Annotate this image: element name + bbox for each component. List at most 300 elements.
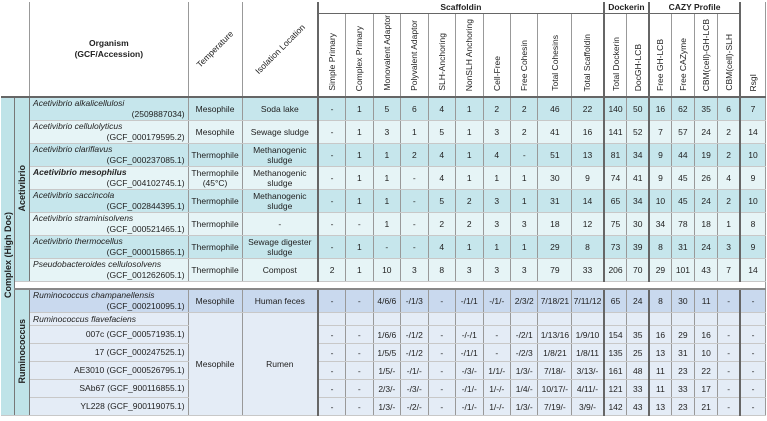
value-cell: 65 bbox=[604, 190, 627, 213]
value-cell: 1/9/10 bbox=[572, 326, 604, 344]
value-cell: - bbox=[318, 344, 345, 362]
value-cell: - bbox=[318, 398, 345, 416]
organism-cell bbox=[30, 289, 189, 313]
value-cell: 2/3/- bbox=[373, 380, 400, 398]
value-cell: 140 bbox=[604, 97, 627, 121]
value-cell: -/1/- bbox=[456, 398, 483, 416]
value-cell: - bbox=[346, 362, 373, 380]
organism-cell bbox=[30, 167, 189, 190]
organism-cell bbox=[30, 236, 189, 259]
value-cell: -/1/- bbox=[401, 362, 428, 380]
value-cell: 19 bbox=[695, 144, 718, 167]
empty-cell bbox=[649, 313, 671, 326]
value-cell: 5 bbox=[428, 121, 455, 144]
value-cell: - bbox=[318, 362, 345, 380]
value-cell: - bbox=[318, 326, 345, 344]
value-cell: 1 bbox=[373, 213, 400, 236]
value-cell: 21 bbox=[695, 398, 718, 416]
column-header: Free Cohesin bbox=[511, 13, 538, 97]
table-row bbox=[1, 398, 766, 416]
empty-cell bbox=[604, 313, 627, 326]
value-cell: 3 bbox=[718, 236, 740, 259]
location-cell: Methanogenic sludge bbox=[242, 167, 318, 190]
empty-cell bbox=[695, 313, 718, 326]
table-row bbox=[1, 259, 766, 282]
accession: (GCF_000237085.1) bbox=[106, 155, 185, 165]
organism-name: Acetivibrio alkalicellulosi bbox=[33, 98, 125, 108]
accession: 17 (GCF_000247525.1) bbox=[30, 344, 189, 362]
value-cell: 1 bbox=[346, 121, 373, 144]
table-row bbox=[1, 362, 766, 380]
value-cell: 7/18/- bbox=[538, 362, 572, 380]
value-cell: - bbox=[718, 380, 740, 398]
value-cell: 8 bbox=[649, 236, 671, 259]
value-cell: 5 bbox=[428, 190, 455, 213]
accession: (GCF_000521465.1) bbox=[106, 224, 185, 234]
value-cell: 57 bbox=[671, 121, 694, 144]
empty-cell bbox=[538, 313, 572, 326]
value-cell: - bbox=[428, 289, 455, 313]
value-cell: 9 bbox=[740, 236, 765, 259]
value-cell: - bbox=[318, 97, 345, 121]
empty-cell bbox=[401, 313, 428, 326]
location-cell: Compost bbox=[242, 259, 318, 282]
value-cell: 3 bbox=[483, 121, 510, 144]
value-cell: 14 bbox=[740, 121, 765, 144]
empty-cell bbox=[346, 313, 373, 326]
value-cell: - bbox=[740, 289, 765, 313]
value-cell: 4 bbox=[428, 236, 455, 259]
value-cell: 45 bbox=[671, 167, 694, 190]
value-cell: 3 bbox=[456, 259, 483, 282]
value-cell: 1 bbox=[346, 190, 373, 213]
value-cell: 1 bbox=[346, 167, 373, 190]
column-header: Complex Primary bbox=[346, 13, 373, 97]
column-header: Total Scaffoldin bbox=[572, 13, 604, 97]
value-cell: 3 bbox=[401, 259, 428, 282]
value-cell: 1/5/- bbox=[373, 362, 400, 380]
organism-cell bbox=[30, 97, 189, 121]
value-cell: 206 bbox=[604, 259, 627, 282]
value-cell: 35 bbox=[627, 326, 649, 344]
value-cell: -/1/1 bbox=[456, 289, 483, 313]
location-cell: Sewage sludge bbox=[242, 121, 318, 144]
value-cell: 13 bbox=[649, 398, 671, 416]
acetivibrio-group-label: Acetivibrio bbox=[15, 97, 30, 282]
temperature-cell: Thermophile (45°C) bbox=[188, 167, 242, 190]
temperature-cell: Mesophile bbox=[188, 289, 242, 313]
value-cell: 35 bbox=[695, 97, 718, 121]
value-cell: -/1/- bbox=[456, 380, 483, 398]
value-cell: 10 bbox=[695, 344, 718, 362]
value-cell: 2 bbox=[511, 121, 538, 144]
value-cell: 70 bbox=[627, 259, 649, 282]
value-cell: - bbox=[428, 380, 455, 398]
value-cell: 43 bbox=[695, 259, 718, 282]
value-cell: 1 bbox=[483, 236, 510, 259]
organism-name: Acetivibrio thermocellus bbox=[33, 236, 123, 246]
value-cell: - bbox=[718, 362, 740, 380]
value-cell: 4/6/6 bbox=[373, 289, 400, 313]
value-cell: 45 bbox=[671, 190, 694, 213]
value-cell: 30 bbox=[671, 289, 694, 313]
organism-cell bbox=[30, 213, 189, 236]
value-cell: 4 bbox=[483, 144, 510, 167]
accession: YL228 (GCF_900119075.1) bbox=[30, 398, 189, 416]
value-cell: - bbox=[483, 326, 510, 344]
accession: (GCF_000210095.1) bbox=[106, 301, 185, 311]
value-cell: 10 bbox=[373, 259, 400, 282]
value-cell: 17 bbox=[695, 380, 718, 398]
value-cell: 4/11/- bbox=[572, 380, 604, 398]
column-header: Total Cohesins bbox=[538, 13, 572, 97]
value-cell: 1 bbox=[373, 167, 400, 190]
value-cell: 50 bbox=[627, 97, 649, 121]
value-cell: 2 bbox=[511, 97, 538, 121]
value-cell: - bbox=[318, 121, 345, 144]
organism-cell bbox=[30, 190, 189, 213]
accession: (GCF_004102745.1) bbox=[106, 178, 185, 188]
value-cell: - bbox=[718, 326, 740, 344]
value-cell: 62 bbox=[671, 97, 694, 121]
value-cell: 14 bbox=[572, 190, 604, 213]
value-cell: 65 bbox=[604, 289, 627, 313]
location-cell: Rumen bbox=[242, 313, 318, 416]
value-cell: 31 bbox=[671, 344, 694, 362]
value-cell: 1 bbox=[456, 236, 483, 259]
value-cell: 1 bbox=[373, 144, 400, 167]
value-cell: 1/8/21 bbox=[538, 344, 572, 362]
column-header: Free CAZyme bbox=[671, 13, 694, 97]
value-cell: 10 bbox=[649, 190, 671, 213]
value-cell: 161 bbox=[604, 362, 627, 380]
value-cell: -/3/- bbox=[456, 362, 483, 380]
value-cell: 3/13/- bbox=[572, 362, 604, 380]
value-cell: - bbox=[718, 398, 740, 416]
location-cell: Human feces bbox=[242, 289, 318, 313]
genome-table bbox=[1, 2, 766, 416]
value-cell: 14 bbox=[740, 259, 765, 282]
column-header: Free GH-LCB bbox=[649, 13, 671, 97]
accession: (GCF_002844395.1) bbox=[106, 201, 185, 211]
value-cell: 39 bbox=[627, 236, 649, 259]
empty-cell bbox=[318, 313, 345, 326]
accession: (GCF_001262605.1) bbox=[106, 270, 185, 280]
value-cell: 29 bbox=[538, 236, 572, 259]
temperature-cell: Thermophile bbox=[188, 213, 242, 236]
value-cell: 1 bbox=[511, 236, 538, 259]
table-row bbox=[1, 236, 766, 259]
group-separator bbox=[1, 282, 766, 290]
empty-cell bbox=[428, 313, 455, 326]
value-cell: 11 bbox=[649, 380, 671, 398]
value-cell: 9 bbox=[649, 167, 671, 190]
value-cell: -/1/2 bbox=[401, 344, 428, 362]
value-cell: 1 bbox=[373, 190, 400, 213]
table-row bbox=[1, 121, 766, 144]
value-cell: 1/-/- bbox=[483, 380, 510, 398]
value-cell: 24 bbox=[695, 121, 718, 144]
cazy-group-header: CAZY Profile bbox=[649, 2, 740, 13]
column-header: DocGH-LCB bbox=[627, 13, 649, 97]
column-header: Cell-Free bbox=[483, 13, 510, 97]
value-cell: 7 bbox=[740, 97, 765, 121]
value-cell: 51 bbox=[538, 144, 572, 167]
value-cell: 34 bbox=[627, 144, 649, 167]
value-cell: 142 bbox=[604, 398, 627, 416]
organism-cell bbox=[30, 259, 189, 282]
value-cell: 1/3/- bbox=[511, 398, 538, 416]
value-cell: 1 bbox=[346, 236, 373, 259]
value-cell: 41 bbox=[538, 121, 572, 144]
value-cell: - bbox=[428, 398, 455, 416]
value-cell: 154 bbox=[604, 326, 627, 344]
value-cell: 24 bbox=[695, 190, 718, 213]
location-cell: - bbox=[242, 213, 318, 236]
value-cell: - bbox=[401, 167, 428, 190]
organism-name: Ruminococcus flavefaciens bbox=[30, 313, 189, 326]
value-cell: - bbox=[740, 398, 765, 416]
organism-header bbox=[30, 2, 189, 97]
value-cell: 4 bbox=[718, 167, 740, 190]
value-cell: 31 bbox=[671, 236, 694, 259]
value-cell: - bbox=[346, 289, 373, 313]
value-cell: 1 bbox=[456, 167, 483, 190]
temperature-cell: Mesophile bbox=[188, 121, 242, 144]
table-row bbox=[1, 190, 766, 213]
value-cell: - bbox=[318, 289, 345, 313]
value-cell: 30 bbox=[627, 213, 649, 236]
value-cell: 5 bbox=[373, 97, 400, 121]
temperature-cell: Mesophile bbox=[188, 313, 242, 416]
organism-name: Acetivibrio clariflavus bbox=[33, 144, 113, 154]
value-cell: - bbox=[428, 326, 455, 344]
value-cell: - bbox=[373, 236, 400, 259]
column-header: Polyvalent Adaptor bbox=[401, 13, 428, 97]
dockerin-group-header: Dockerin bbox=[604, 2, 649, 13]
value-cell: -/-/1 bbox=[456, 326, 483, 344]
value-cell: 7/11/12 bbox=[572, 289, 604, 313]
value-cell: 23 bbox=[671, 398, 694, 416]
value-cell: 8 bbox=[740, 213, 765, 236]
ruminococcus-group-label: Ruminococcus bbox=[15, 289, 30, 416]
isolation-header: Isolation Location bbox=[242, 2, 318, 97]
value-cell: 10 bbox=[740, 144, 765, 167]
accession: AE3010 (GCF_000526795.1) bbox=[30, 362, 189, 380]
value-cell: 1 bbox=[511, 190, 538, 213]
organism-name: Acetivibrio saccincola bbox=[33, 190, 115, 200]
value-cell: 1/3/- bbox=[373, 398, 400, 416]
value-cell: 7 bbox=[718, 259, 740, 282]
value-cell: 81 bbox=[604, 144, 627, 167]
table-row bbox=[1, 380, 766, 398]
value-cell: 78 bbox=[671, 213, 694, 236]
accession: (2509887034) bbox=[131, 109, 185, 119]
value-cell: - bbox=[318, 144, 345, 167]
value-cell: 141 bbox=[604, 121, 627, 144]
organism-subtitle: (GCF/Accession) bbox=[74, 49, 144, 59]
value-cell: - bbox=[346, 398, 373, 416]
value-cell: 73 bbox=[604, 236, 627, 259]
value-cell: 2 bbox=[428, 213, 455, 236]
value-cell: 2 bbox=[456, 213, 483, 236]
column-header: NonSLH Anchoring bbox=[456, 13, 483, 97]
value-cell: 1/13/16 bbox=[538, 326, 572, 344]
accession: (GCF_000179595.2) bbox=[106, 132, 185, 142]
column-header: Total Dockerin bbox=[604, 13, 627, 97]
value-cell: 1 bbox=[456, 97, 483, 121]
temperature-cell: Thermophile bbox=[188, 236, 242, 259]
value-cell: -/2/3 bbox=[511, 344, 538, 362]
value-cell: 31 bbox=[538, 190, 572, 213]
value-cell: -/2/1 bbox=[511, 326, 538, 344]
value-cell: 52 bbox=[627, 121, 649, 144]
value-cell: - bbox=[318, 190, 345, 213]
empty-cell bbox=[483, 313, 510, 326]
value-cell: 1 bbox=[456, 121, 483, 144]
value-cell: 30 bbox=[538, 167, 572, 190]
value-cell: 3 bbox=[483, 259, 510, 282]
value-cell: 7/18/21 bbox=[538, 289, 572, 313]
value-cell: 1/-/- bbox=[483, 398, 510, 416]
organism-cell bbox=[30, 121, 189, 144]
organism-name: Pseudobacteroides cellulosolvens bbox=[33, 259, 162, 269]
value-cell: 25 bbox=[627, 344, 649, 362]
value-cell: - bbox=[740, 380, 765, 398]
temperature-cell: Thermophile bbox=[188, 144, 242, 167]
value-cell: 3 bbox=[511, 213, 538, 236]
value-cell: - bbox=[428, 344, 455, 362]
empty-cell bbox=[740, 313, 765, 326]
value-cell: 10 bbox=[740, 190, 765, 213]
value-cell: 16 bbox=[572, 121, 604, 144]
value-cell: - bbox=[346, 213, 373, 236]
value-cell: 24 bbox=[627, 289, 649, 313]
value-cell: 9 bbox=[740, 167, 765, 190]
value-cell: 48 bbox=[627, 362, 649, 380]
value-cell: 34 bbox=[649, 213, 671, 236]
value-cell: -/1/1 bbox=[456, 344, 483, 362]
value-cell: 26 bbox=[695, 167, 718, 190]
table-row bbox=[1, 326, 766, 344]
value-cell: - bbox=[401, 190, 428, 213]
value-cell: 79 bbox=[538, 259, 572, 282]
location-cell: Soda lake bbox=[242, 97, 318, 121]
value-cell: - bbox=[740, 326, 765, 344]
value-cell: - bbox=[718, 289, 740, 313]
location-cell: Methanogenic sludge bbox=[242, 190, 318, 213]
value-cell: 18 bbox=[538, 213, 572, 236]
empty-cell bbox=[456, 313, 483, 326]
table-row bbox=[1, 313, 766, 326]
value-cell: 16 bbox=[695, 326, 718, 344]
value-cell: - bbox=[346, 344, 373, 362]
empty-cell bbox=[718, 313, 740, 326]
value-cell: 41 bbox=[627, 167, 649, 190]
value-cell: 3 bbox=[373, 121, 400, 144]
value-cell: 3 bbox=[511, 259, 538, 282]
value-cell: 1 bbox=[718, 213, 740, 236]
value-cell: 2 bbox=[718, 144, 740, 167]
value-cell: 33 bbox=[572, 259, 604, 282]
value-cell: - bbox=[318, 213, 345, 236]
organism-name: Acetivibrio mesophilus bbox=[33, 167, 127, 177]
value-cell: 2 bbox=[401, 144, 428, 167]
value-cell: 3/9/- bbox=[572, 398, 604, 416]
table-row bbox=[1, 167, 766, 190]
accession: SAb67 (GCF_900116855.1) bbox=[30, 380, 189, 398]
value-cell: - bbox=[740, 362, 765, 380]
value-cell: -/1/3 bbox=[401, 289, 428, 313]
table-row bbox=[1, 289, 766, 313]
value-cell: 13 bbox=[572, 144, 604, 167]
value-cell: - bbox=[401, 213, 428, 236]
value-cell: 3 bbox=[483, 190, 510, 213]
value-cell: 6 bbox=[718, 97, 740, 121]
value-cell: 1/1/- bbox=[483, 362, 510, 380]
value-cell: 9 bbox=[572, 167, 604, 190]
value-cell: - bbox=[318, 236, 345, 259]
value-cell: 2 bbox=[718, 121, 740, 144]
value-cell: 11 bbox=[695, 289, 718, 313]
value-cell: 22 bbox=[695, 362, 718, 380]
column-header: CBM(cell)-GH-LCB bbox=[695, 13, 718, 97]
value-cell: 1 bbox=[511, 167, 538, 190]
empty-cell bbox=[627, 313, 649, 326]
empty-cell bbox=[373, 313, 400, 326]
value-cell: 3 bbox=[483, 213, 510, 236]
value-cell: 7 bbox=[649, 121, 671, 144]
value-cell: 1 bbox=[456, 144, 483, 167]
column-header: Monovalent Adaptor bbox=[373, 13, 400, 97]
accession: 007c (GCF_000571935.1) bbox=[30, 326, 189, 344]
value-cell: 1 bbox=[483, 167, 510, 190]
value-cell: 23 bbox=[671, 362, 694, 380]
value-cell: 29 bbox=[649, 259, 671, 282]
accession: (GCF_000015865.1) bbox=[106, 247, 185, 257]
corner-cell bbox=[1, 2, 30, 97]
table-row bbox=[1, 213, 766, 236]
value-cell: 33 bbox=[627, 380, 649, 398]
value-cell: 2 bbox=[718, 190, 740, 213]
value-cell: 22 bbox=[572, 97, 604, 121]
column-header: CBM(cell)-SLH bbox=[718, 13, 740, 97]
value-cell: - bbox=[401, 236, 428, 259]
value-cell: - bbox=[483, 344, 510, 362]
value-cell: 43 bbox=[627, 398, 649, 416]
table-row bbox=[1, 144, 766, 167]
organism-name: Acetivibrio cellulolyticus bbox=[33, 121, 123, 131]
organism-name: Ruminococcus champanellensis bbox=[33, 290, 155, 300]
table-row bbox=[1, 344, 766, 362]
value-cell: 4 bbox=[428, 144, 455, 167]
temperature-cell: Mesophile bbox=[188, 97, 242, 121]
temperature-cell: Thermophile bbox=[188, 190, 242, 213]
value-cell: 74 bbox=[604, 167, 627, 190]
value-cell: 2 bbox=[483, 97, 510, 121]
value-cell: -/2/- bbox=[401, 398, 428, 416]
value-cell: 1 bbox=[346, 97, 373, 121]
value-cell: 8 bbox=[649, 289, 671, 313]
value-cell: 8 bbox=[572, 236, 604, 259]
temperature-header: Temperature bbox=[188, 2, 242, 97]
value-cell: 13 bbox=[649, 344, 671, 362]
empty-cell bbox=[671, 313, 694, 326]
empty-cell bbox=[572, 313, 604, 326]
value-cell: - bbox=[346, 380, 373, 398]
organism-cell bbox=[30, 144, 189, 167]
value-cell: 1/3/- bbox=[511, 362, 538, 380]
